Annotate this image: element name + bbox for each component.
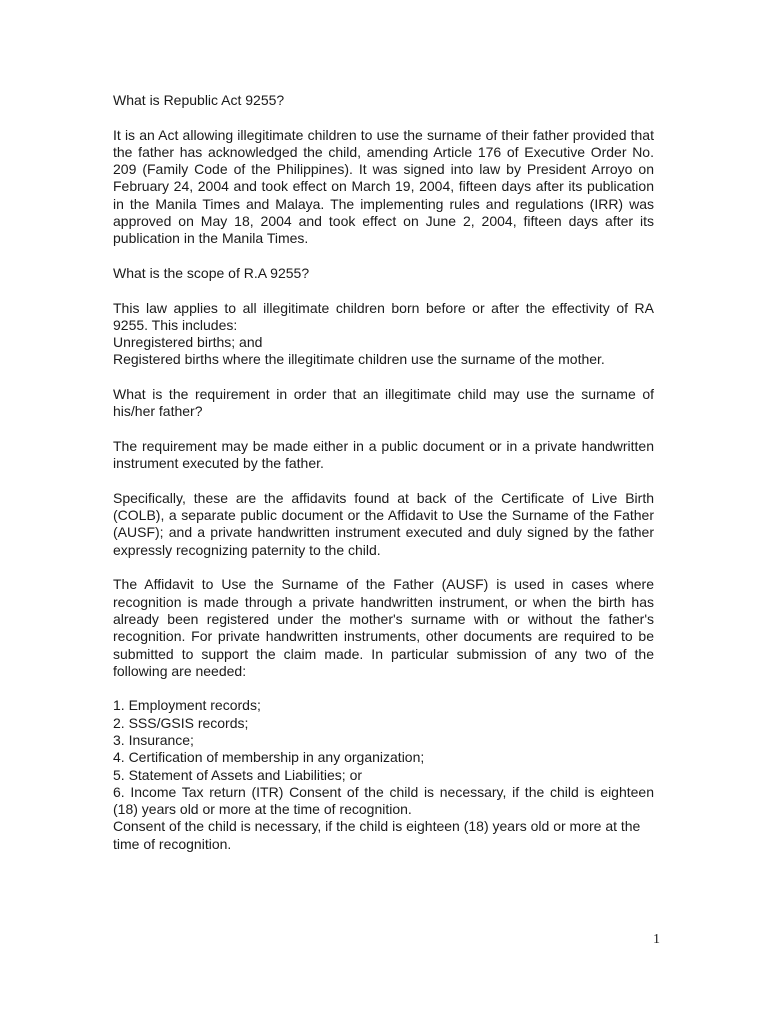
scope-block: [113, 300, 654, 369]
list-item-itr: 6. Income Tax return (ITR) Consent of the child is necessary, if the child is eighteen (18) years old or more at the time of recognition.: [113, 783, 654, 818]
heading-requirement: What is the requirement in order that an illegitimate child may use the surname of his/her father?: [113, 386, 654, 420]
list-item-employment: 1. Employment records;: [113, 697, 261, 714]
paragraph-requirement: The requirement may be made either in a public document or in a private handwritten instrument executed by the father.: [113, 437, 654, 472]
requirements-list: [113, 697, 654, 853]
list-item-sss-gsis: 2. SSS/GSIS records;: [113, 714, 249, 731]
paragraph-act-description: It is an Act allowing illegitimate children to use the surname of their father provided that the father has acknowledged the child, amending Article 176 of Executive Order No. 209 (Family Code of the Philippines). It was signed into law by President Arroyo on February 24, 2004 and took effect on March 19, 2004, fifteen days after its publication in the Manila Times and Malaya. The implementing rules and regulations (IRR) was approved on May 18, 2004 and took effect on June 2, 2004, fifteen days after its publication in the Manila Times.: [113, 126, 654, 247]
page-number: 1: [653, 932, 660, 947]
paragraph-ausf: The Affidavit to Use the Surname of the Father (AUSF) is used in cases where recognition is made through a private handwritten instrument, or when the birth has already been registered under the mother's surname with or without the father's recognition. For private handwritten instruments, other documents are required to be submitted to support the claim made. In particular submission of any two of the following are needed:: [113, 576, 654, 679]
paragraph-consent: Consent of the child is necessary, if the child is eighteen (18) years old or more at the time of recognition.: [113, 818, 641, 852]
scope-item-registered: Registered births where the illegitimate children use the surname of the mother.: [113, 351, 605, 368]
list-item-assets: 5. Statement of Assets and Liabilities; or: [113, 766, 363, 783]
heading-scope: What is the scope of R.A 9255?: [113, 264, 310, 281]
document-body: [113, 92, 654, 870]
list-item-certification: 4. Certification of membership in any organization;: [113, 749, 425, 766]
list-item-insurance: 3. Insurance;: [113, 731, 194, 748]
heading-what-is-ra-9255: What is Republic Act 9255?: [113, 92, 285, 108]
paragraph-scope-intro: This law applies to all illegitimate children born before or after the effectivity of RA 9255. This includes:: [113, 299, 654, 333]
scope-item-unregistered: Unregistered births; and: [113, 334, 263, 351]
paragraph-affidavits: Specifically, these are the affidavits found at back of the Certificate of Live Birth (COLB), a separate public document or the Affidavit to Use the Surname of the Father (AUSF); and a private handwritten instrument executed and duly signed by the father expressly recognizing paternity to the child.: [113, 489, 654, 558]
